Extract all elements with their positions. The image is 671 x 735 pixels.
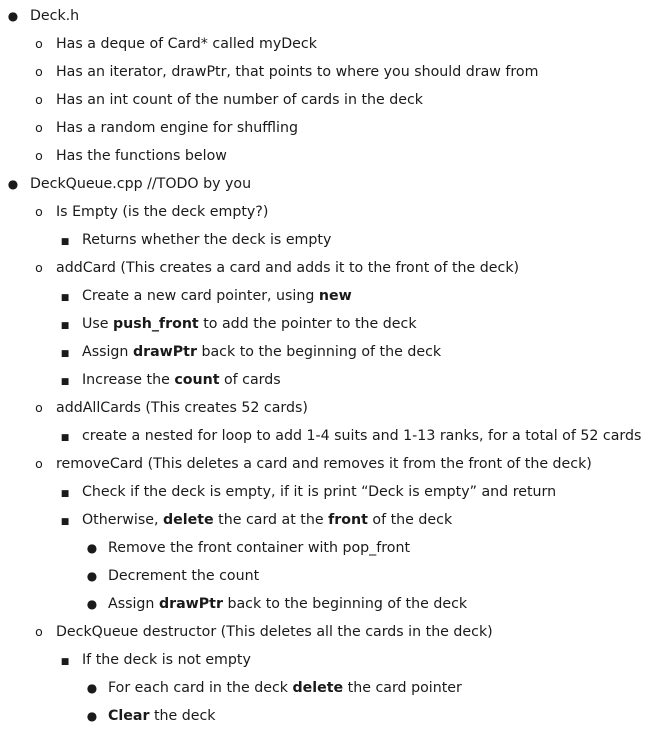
bullet-icon — [56, 310, 74, 340]
list-item-text — [82, 226, 331, 254]
bold-term: push_front — [113, 316, 199, 332]
list-item-text — [56, 394, 308, 422]
text-run: Is Empty (is the deck empty?) — [56, 204, 269, 220]
text-run: Returns whether the deck is empty — [82, 232, 332, 248]
text-run: Remove the front container with pop_front — [108, 540, 411, 556]
bold-term: Clear — [108, 708, 150, 724]
bullet-icon — [56, 226, 74, 256]
bullet-icon — [56, 366, 74, 396]
text-run: addCard (This creates a card and adds it to the front of the deck) — [56, 260, 520, 276]
list-item-text — [108, 702, 216, 730]
list-item-text — [30, 170, 251, 198]
bold-term: delete — [292, 680, 344, 696]
bold-term: count — [174, 372, 220, 388]
list-item-text — [82, 282, 352, 310]
text-run: Assign — [108, 596, 159, 612]
text-run: DeckQueue.cpp //TODO by you — [30, 176, 252, 192]
bullet-icon — [30, 30, 48, 58]
text-run: addAllCards (This creates 52 cards) — [56, 400, 308, 416]
list-item-text — [108, 590, 467, 618]
bullet-icon — [4, 170, 22, 198]
list-item-text — [56, 142, 227, 170]
list-item-text — [82, 478, 556, 506]
list-item-text — [108, 674, 462, 702]
bullet-icon — [30, 450, 48, 478]
text-run: removeCard (This deletes a card and removes it from the front of the deck) — [56, 456, 592, 472]
list-item-text — [30, 2, 79, 30]
bullet-icon — [83, 674, 101, 702]
list-item-text — [56, 618, 493, 646]
text-run: of cards — [219, 372, 281, 388]
bullet-icon — [30, 86, 48, 114]
text-run: the card at the — [213, 512, 329, 528]
list-item-text — [56, 86, 423, 114]
list-item-text — [56, 114, 298, 142]
list-item-text — [82, 422, 641, 450]
bullet-icon — [30, 618, 48, 646]
text-run: of the deck — [367, 512, 453, 528]
text-run: For each card in the deck — [108, 680, 293, 696]
bold-term: drawPtr — [158, 596, 223, 612]
list-item-text — [56, 450, 592, 478]
text-run: Has an int count of the number of cards in the deck — [56, 92, 424, 108]
text-run: Has the functions below — [56, 148, 227, 164]
list-item-text — [82, 310, 417, 338]
bullet-icon — [56, 282, 74, 312]
list-item-text — [56, 30, 317, 58]
text-run: back to the beginning of the deck — [222, 596, 468, 612]
list-item-text — [108, 562, 259, 590]
list-item-text — [56, 58, 538, 86]
bullet-icon — [83, 590, 101, 618]
text-run: the card pointer — [343, 680, 462, 696]
bullet-icon — [56, 422, 74, 452]
list-item-text — [82, 646, 251, 674]
text-run: Has an iterator, drawPtr, that points to where you should draw from — [56, 64, 539, 80]
text-run: back to the beginning of the deck — [196, 344, 442, 360]
text-run: Has a deque of Card* called myDeck — [56, 36, 317, 52]
text-run: Otherwise, — [82, 512, 163, 528]
list-item-text — [56, 198, 268, 226]
bullet-icon — [56, 478, 74, 508]
bullet-icon — [83, 562, 101, 590]
bullet-icon — [30, 58, 48, 86]
bullet-icon — [30, 254, 48, 282]
text-run: Use — [82, 316, 114, 332]
text-run: Check if the deck is empty, if it is print “Deck is empty” and return — [82, 484, 557, 500]
text-run: If the deck is not empty — [82, 652, 251, 668]
list-item-text — [56, 254, 519, 282]
bullet-icon — [30, 198, 48, 226]
text-run: Create a new card pointer, using — [82, 288, 319, 304]
text-run: Deck.h — [30, 8, 80, 24]
bullet-icon — [56, 338, 74, 368]
list-item-text — [82, 506, 452, 534]
bullet-icon — [56, 506, 74, 536]
bold-term: new — [318, 288, 352, 304]
bullet-icon — [4, 2, 22, 30]
text-run: Decrement the count — [108, 568, 260, 584]
text-run: DeckQueue destructor (This deletes all the cards in the deck) — [56, 624, 493, 640]
bullet-icon — [30, 114, 48, 142]
bullet-icon — [30, 394, 48, 422]
list-item-text — [108, 534, 410, 562]
bullet-icon — [83, 534, 101, 562]
text-run: Has a random engine for shuffling — [56, 120, 298, 136]
bullet-icon — [30, 142, 48, 170]
text-run: the deck — [149, 708, 216, 724]
text-run: Assign — [82, 344, 133, 360]
bullet-icon — [56, 646, 74, 676]
list-item-text — [82, 366, 281, 394]
text-run: to add the pointer to the deck — [198, 316, 417, 332]
list-item-text — [82, 338, 441, 366]
text-run: create a nested for loop to add 1-4 suits and 1-13 ranks, for a total of 52 cards — [82, 428, 642, 444]
bold-term: front — [328, 512, 368, 528]
bullet-icon — [83, 702, 101, 730]
text-run: Increase the — [82, 372, 175, 388]
bold-term: drawPtr — [132, 344, 197, 360]
bold-term: delete — [162, 512, 214, 528]
